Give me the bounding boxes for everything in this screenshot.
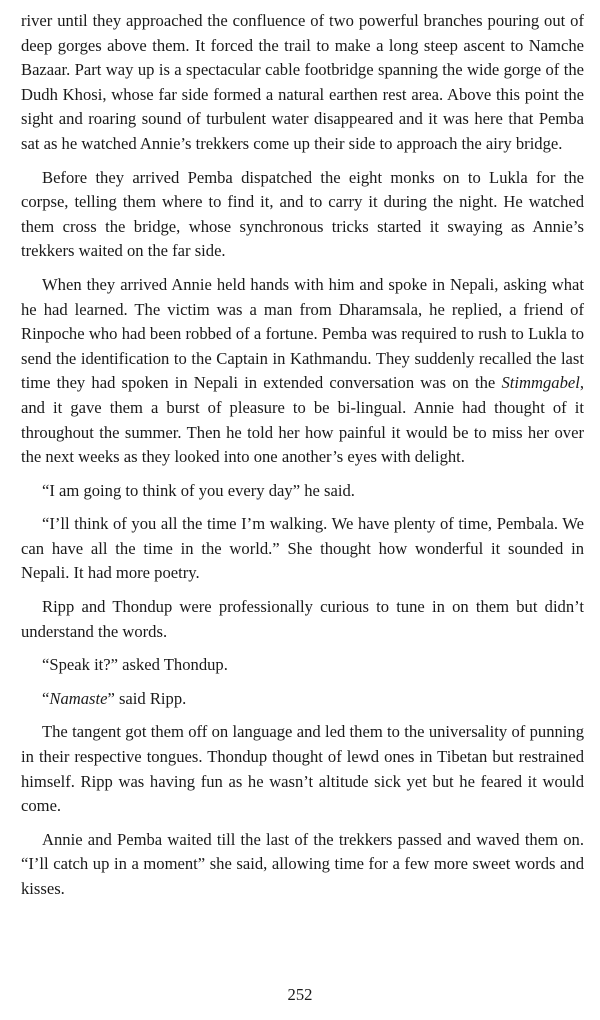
paragraph [21, 828, 584, 902]
body-text [21, 9, 584, 911]
paragraph [21, 512, 584, 586]
paragraph [21, 720, 584, 818]
text-run: Before they arrived Pemba dispatched the eight monks on to Lukla for the corpse, telling them where to find it, and to carry it during the night. He watched them cross the bridge, whose synchronous tricks started it swaying as Annie’s trekkers waited on the far side. [21, 167, 584, 261]
text-run: “I am going to think of you every day” he said. [42, 480, 355, 500]
text-run: “ [42, 688, 50, 708]
text-run: ” said Ripp. [107, 688, 187, 708]
paragraph [21, 653, 584, 678]
text-run: , and it gave them a burst of pleasure to be bi-lingual. Annie had thought of it throughout the summer. Then he told her how painful it would be to miss her over the next weeks as they looked into one another’s eyes with delight. [21, 373, 584, 467]
text-run: “I’ll think of you all the time I’m walking. We have plenty of time, Pembala. We can have all the time in the world.” She thought how wonderful it sounded in Nepali. It had more poetry. [21, 514, 584, 583]
paragraph [21, 595, 584, 644]
paragraph [21, 9, 584, 157]
text-run: Ripp and Thondup were professionally curious to tune in on them but didn’t understand the words. [21, 597, 584, 641]
text-run: The tangent got them off on language and led them to the universality of punning in their respective tongues. Thondup thought of lewd ones in Tibetan but restrained himself. Ripp was having fun as he wasn’t altitude sick yet but he feared it would come. [21, 722, 584, 816]
paragraph [21, 166, 584, 264]
text-run: Annie and Pemba waited till the last of the trekkers passed and waved them on. “I’ll catch up in a moment” she said, allowing time for a few more sweet words and kisses. [21, 829, 584, 898]
paragraph [21, 273, 584, 470]
italic-greeting: Namaste [49, 688, 108, 708]
page-number: 252 [287, 985, 313, 1004]
paragraph [21, 479, 584, 504]
paragraph [21, 687, 584, 712]
text-run: river until they approached the confluence of two powerful branches pouring out of deep gorges above them. It forced the trail to make a long steep ascent to Namche Bazaar. Part way up is a spectacular cable footbridge spanning the wide gorge of the Dudh Khosi, whose far side formed a natural earthen rest area. Above this point the sight and roaring sound of turbulent water disappeared and it was here that Pemba sat as he watched Annie’s trekkers come up their side to approach the airy bridge. [21, 11, 584, 153]
text-run: When they arrived Annie held hands with him and spoke in Nepali, asking what he had learned. The victim was a man from Dharamsala, he replied, a friend of Rinpoche who had been robbed of a fortune. Pemba was required to rush to Lukla to send the identification to the Captain in Kathmandu. They suddenly recalled the last time they had spoken in Nepali in extended conversation was on the [21, 274, 584, 393]
text-run: “Speak it?” asked Thondup. [42, 655, 228, 675]
italic-ship-name: Stimmgabel [501, 373, 580, 393]
